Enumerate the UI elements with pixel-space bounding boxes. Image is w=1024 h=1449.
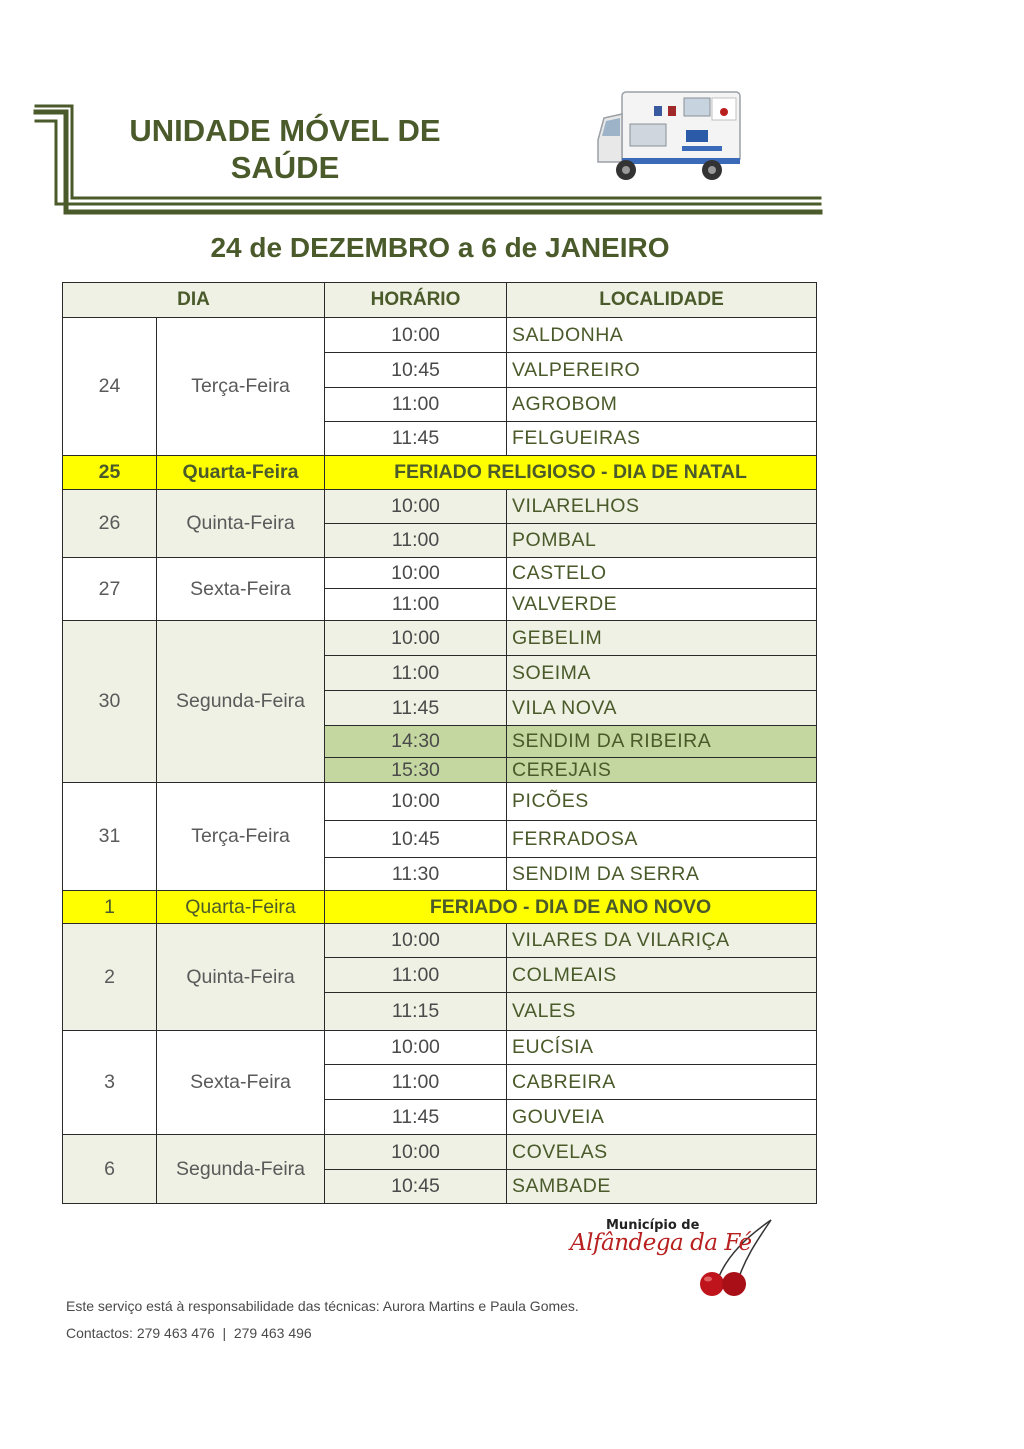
place-cell: GEBELIM — [507, 621, 817, 656]
place-cell: COVELAS — [507, 1135, 817, 1170]
place-cell: VILARES DA VILARIÇA — [507, 924, 817, 958]
place-cell: VALPEREIRO — [507, 353, 817, 388]
holiday-cell: FERIADO RELIGIOSO - DIA DE NATAL — [325, 456, 817, 490]
day-cell: 6 — [63, 1135, 157, 1204]
table-row — [63, 490, 817, 524]
time-cell: 11:00 — [325, 656, 507, 691]
time-cell: 10:00 — [325, 1031, 507, 1065]
weekday-cell: Segunda-Feira — [157, 621, 325, 783]
weekday-cell: Terça-Feira — [157, 783, 325, 891]
ambulance-van-icon — [592, 84, 752, 188]
weekday-cell: Sexta-Feira — [157, 558, 325, 621]
place-cell: CABREIRA — [507, 1065, 817, 1100]
time-cell: 11:00 — [325, 1065, 507, 1100]
time-cell: 11:30 — [325, 858, 507, 891]
period-heading: 24 de DEZEMBRO a 6 de JANEIRO — [210, 232, 670, 263]
place-cell: AGROBOM — [507, 388, 817, 422]
place-cell: VALES — [507, 993, 817, 1031]
place-cell: VILA NOVA — [507, 691, 817, 726]
col-header-localidade: LOCALIDADE — [507, 283, 817, 318]
day-cell: 26 — [63, 490, 157, 558]
place-cell: FERRADOSA — [507, 821, 817, 858]
place-cell: SALDONHA — [507, 318, 817, 353]
weekday-cell: Sexta-Feira — [157, 1031, 325, 1135]
time-cell: 11:45 — [325, 1100, 507, 1135]
footer-contacts: Contactos: 279 463 476 | 279 463 496 — [66, 1325, 312, 1341]
weekday-cell: Quarta-Feira — [157, 456, 325, 490]
weekday-cell: Terça-Feira — [157, 318, 325, 456]
weekday-cell: Quinta-Feira — [157, 924, 325, 1031]
day-cell: 30 — [63, 621, 157, 783]
table-row — [63, 621, 817, 656]
place-cell: COLMEAIS — [507, 958, 817, 993]
table-row — [63, 924, 817, 958]
time-cell: 11:00 — [325, 958, 507, 993]
table-row — [63, 1135, 817, 1170]
place-cell: SENDIM DA SERRA — [507, 858, 817, 891]
col-header-horario: HORÁRIO — [325, 283, 507, 318]
place-cell: GOUVEIA — [507, 1100, 817, 1135]
day-cell: 3 — [63, 1031, 157, 1135]
day-cell: 2 — [63, 924, 157, 1031]
place-cell: SOEIMA — [507, 656, 817, 691]
weekday-cell: Quarta-Feira — [157, 891, 325, 924]
table-row — [63, 783, 817, 821]
time-cell: 11:45 — [325, 691, 507, 726]
holiday-row — [63, 891, 817, 924]
title-line-2: SAÚDE — [230, 150, 340, 185]
schedule-table — [62, 282, 817, 1204]
day-cell: 25 — [63, 456, 157, 490]
place-cell: EUCÍSIA — [507, 1031, 817, 1065]
time-cell: 11:45 — [325, 422, 507, 456]
day-cell: 1 — [63, 891, 157, 924]
place-cell: VALVERDE — [507, 589, 817, 621]
place-cell: VILARELHOS — [507, 490, 817, 524]
logo-line-2: Alfândega da Fé — [570, 1230, 752, 1256]
place-cell: CEREJAIS — [507, 758, 817, 783]
table-header-row — [63, 283, 817, 318]
footer-responsibility: Este serviço está à responsabilidade das técnicas: Aurora Martins e Paula Gomes. — [66, 1298, 579, 1314]
time-cell: 11:00 — [325, 589, 507, 621]
time-cell: 10:00 — [325, 621, 507, 656]
time-cell: 10:45 — [325, 821, 507, 858]
day-cell: 31 — [63, 783, 157, 891]
time-cell: 11:15 — [325, 993, 507, 1031]
weekday-cell: Quinta-Feira — [157, 490, 325, 558]
col-header-dia: DIA — [63, 283, 325, 318]
holiday-cell: FERIADO - DIA DE ANO NOVO — [325, 891, 817, 924]
time-cell: 14:30 — [325, 726, 507, 758]
day-cell: 24 — [63, 318, 157, 456]
time-cell: 10:45 — [325, 1170, 507, 1204]
table-row — [63, 1031, 817, 1065]
holiday-row — [63, 456, 817, 490]
place-cell: POMBAL — [507, 524, 817, 558]
time-cell: 10:00 — [325, 490, 507, 524]
time-cell: 10:00 — [325, 318, 507, 353]
time-cell: 10:00 — [325, 558, 507, 589]
place-cell: CASTELO — [507, 558, 817, 589]
page-title — [100, 112, 470, 186]
logo-line-1: Município de — [606, 1218, 700, 1233]
time-cell: 10:00 — [325, 924, 507, 958]
time-cell: 15:30 — [325, 758, 507, 783]
place-cell: FELGUEIRAS — [507, 422, 817, 456]
table-row — [63, 558, 817, 589]
place-cell: PICÕES — [507, 783, 817, 821]
time-cell: 11:00 — [325, 388, 507, 422]
place-cell: SAMBADE — [507, 1170, 817, 1204]
time-cell: 10:00 — [325, 783, 507, 821]
time-cell: 10:00 — [325, 1135, 507, 1170]
table-row — [63, 318, 817, 353]
title-line-1: UNIDADE MÓVEL DE — [129, 113, 441, 148]
time-cell: 11:00 — [325, 524, 507, 558]
weekday-cell: Segunda-Feira — [157, 1135, 325, 1204]
time-cell: 10:45 — [325, 353, 507, 388]
day-cell: 27 — [63, 558, 157, 621]
place-cell: SENDIM DA RIBEIRA — [507, 726, 817, 758]
